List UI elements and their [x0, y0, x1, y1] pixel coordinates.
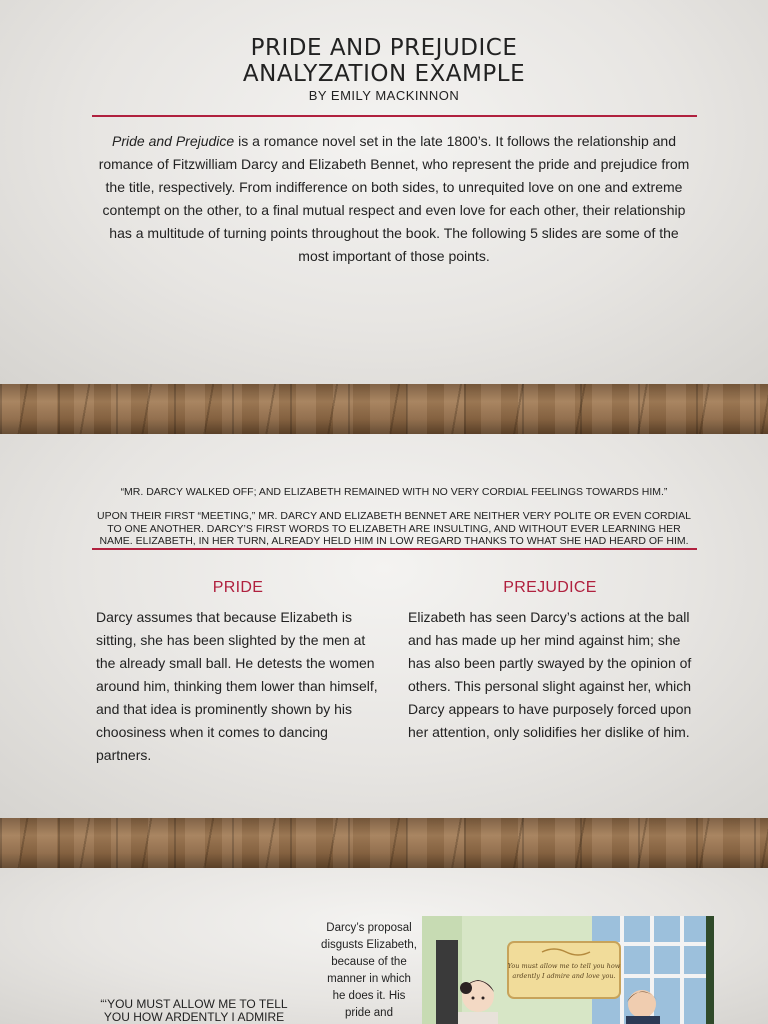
quote-divider: [92, 548, 697, 550]
title-divider: [92, 115, 697, 117]
wood-floor-divider-1: [0, 384, 768, 434]
byline: BY EMILY MACKINNON: [308, 88, 460, 103]
prejudice-heading: PREJUDICE: [503, 579, 597, 596]
quote-text: “MR. DARCY WALKED OFF; AND ELIZABETH REMAINED WITH NO VERY CORDIAL FEELINGS TOWARDS HIM.”: [120, 486, 668, 498]
proposal-illustration-art: [422, 916, 714, 1024]
slide-2: [0, 434, 768, 818]
slide-title-line-1: PRIDE AND PREJUDICE: [250, 35, 518, 61]
proposal-caption: Darcy’s proposal disgusts Elizabeth, because of the manner in which he does it. His pride and: [321, 922, 417, 1019]
prejudice-text: Elizabeth has seen Darcy’s actions at the ball and has made up her mind against him; she has also been partly swayed by the opinion of others. This personal slight against her, which Darcy appears to have purposely forced upon her attention, only solidifies her dislike of him.: [408, 609, 692, 740]
intro-text: is a romance novel set in the late 1800’s. It follows the relationship and romance of Fitzwilliam Darcy and Elizabeth Bennet, who represent the pride and prejudice from the title, respectively. From indifference on both sides, to unrequited love on one and extreme contempt on the other, to a final mutual respect and even love for each other, their relationship has a multitude of turning points throughout the book. The following 5 slides are some of the most important of those points.: [98, 133, 690, 264]
intro-paragraph: [96, 130, 692, 268]
pride-text: Darcy assumes that because Elizabeth is sitting, she has been slighted by the men at the already small ball. He detests the women around him, thinking them lower than himself, and that idea is prominently shown by his choosiness when it comes to dancing partners.: [96, 609, 378, 763]
slide-1: [0, 0, 768, 384]
proposal-quote: “‘YOU MUST ALLOW ME TO TELL YOU HOW ARDENTLY I ADMIRE: [100, 997, 288, 1024]
wood-floor-divider-2: [0, 818, 768, 868]
intro-book-title: Pride and Prejudice: [112, 133, 235, 149]
card-text-line-2: ardently I admire and love you.: [512, 972, 616, 980]
pride-heading: PRIDE: [212, 579, 264, 596]
quote-context: UPON THEIR FIRST “MEETING,” MR. DARCY AND ELIZABETH BENNET ARE NEITHER VERY POLITE OR EVEN CORDIAL TO ONE ANOTHER. DARCY’S FIRST WORDS TO ELIZABETH ARE INSULTING, AND WITHOUT EVER LEARNING HER NAME. ELIZABETH, IN HER TURN, ALREADY HELD HIM IN LOW REGARD THANKS TO WHAT SHE HAD HEARD OF HIM.: [97, 510, 691, 547]
proposal-illustration: [422, 916, 714, 1024]
slide-title-line-2: ANALYZATION EXAMPLE: [242, 61, 526, 87]
card-text-line-1: You must allow me to tell you how: [507, 962, 621, 970]
slide-3: [0, 868, 768, 1024]
